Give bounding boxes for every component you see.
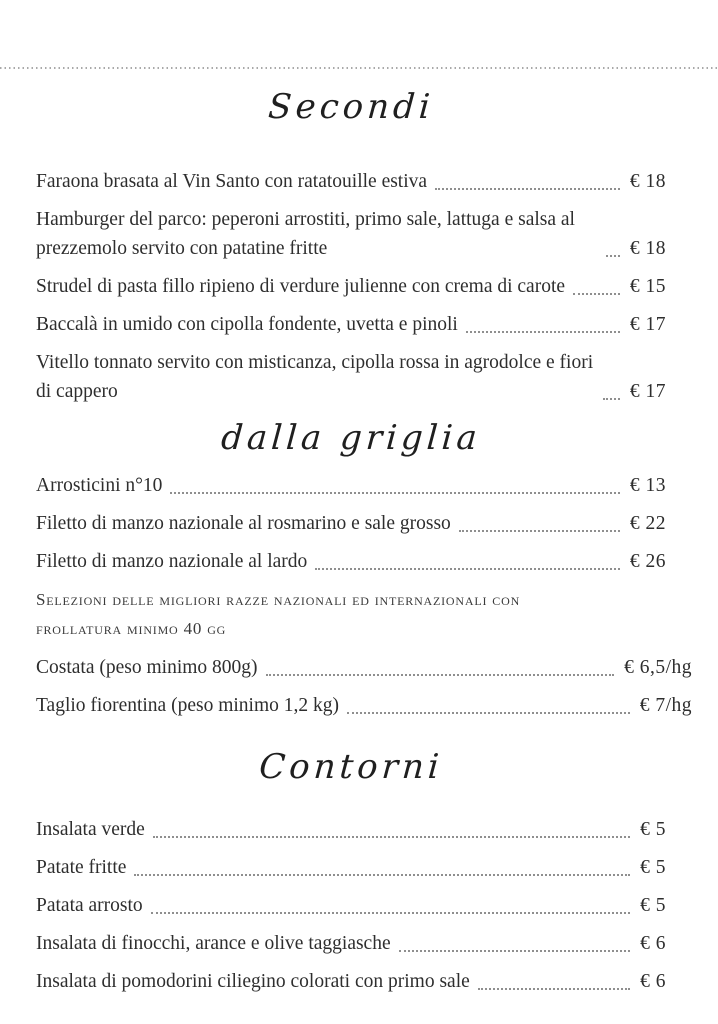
- dotted-leader: [170, 492, 619, 494]
- item-name: Strudel di pasta fillo ripieno di verdure julienne con crema di carote: [36, 275, 566, 297]
- item-price: € 17: [629, 313, 666, 335]
- menu-item: [36, 691, 692, 720]
- menu-item: [36, 205, 666, 263]
- item-name: Patata arrosto: [36, 894, 143, 916]
- item-name: Arrosticini n°10: [36, 475, 163, 497]
- menu-item: [36, 547, 666, 576]
- dotted-leader: [266, 674, 615, 676]
- dotted-leader: [603, 398, 620, 400]
- item-price: € 7/hg: [639, 695, 692, 717]
- menu-item: [36, 967, 666, 996]
- dotted-leader: [153, 836, 630, 838]
- item-price: € 26: [629, 551, 666, 573]
- menu-item: [36, 853, 666, 882]
- menu-item: [36, 891, 666, 920]
- item-price: € 6,5/hg: [624, 657, 692, 679]
- dotted-leader: [466, 331, 620, 333]
- dotted-leader: [347, 712, 630, 714]
- item-name: Vitello tonnato servito con misticanza, cipolla rossa in agrodolce e fiori di cappero: [36, 351, 594, 402]
- menu-item: [36, 310, 666, 339]
- dotted-leader: [435, 188, 620, 190]
- item-name: Hamburger del parco: peperoni arrostiti, primo sale, lattuga e salsa al prezzemolo servito con patatine fritte: [36, 208, 575, 259]
- menu-item: [36, 815, 666, 844]
- section-title-contorni: Contorni: [257, 747, 445, 788]
- dotted-leader: [459, 530, 620, 532]
- item-name: Insalata di finocchi, arance e olive taggiasche: [36, 932, 391, 954]
- item-price: € 18: [629, 170, 666, 192]
- item-price: € 13: [629, 475, 666, 497]
- item-price: € 5: [640, 894, 666, 916]
- item-name: Costata (peso minimo 800g): [36, 657, 258, 679]
- item-name: Filetto di manzo nazionale al lardo: [36, 551, 308, 573]
- menu-item: [36, 653, 692, 682]
- dotted-leader: [573, 293, 620, 295]
- item-name: Filetto di manzo nazionale al rosmarino e sale grosso: [36, 513, 451, 535]
- menu-item: [36, 929, 666, 958]
- item-price: € 22: [629, 513, 666, 535]
- section-title-dalla-griglia: dalla griglia: [219, 417, 483, 458]
- dotted-leader: [134, 874, 630, 876]
- item-price: € 15: [629, 275, 666, 297]
- menu-item: [36, 471, 666, 500]
- item-name: Insalata verde: [36, 818, 145, 840]
- item-name: Insalata di pomodorini ciliegino colorati con primo sale: [36, 970, 470, 992]
- item-price: € 18: [629, 237, 666, 259]
- menu-item: [36, 167, 666, 196]
- item-price: € 17: [629, 380, 666, 402]
- menu-item: [36, 272, 666, 301]
- dotted-leader: [606, 255, 619, 257]
- item-name: Taglio fiorentina (peso minimo 1,2 kg): [36, 695, 339, 717]
- section-title-secondi: Secondi: [266, 87, 436, 127]
- item-name: Patate fritte: [36, 856, 127, 878]
- dotted-leader: [399, 950, 631, 952]
- item-name: Faraona brasata al Vin Santo con ratatouille estiva: [36, 170, 428, 192]
- item-price: € 6: [640, 970, 666, 992]
- menu-item: [36, 348, 666, 406]
- item-price: € 6: [640, 932, 666, 954]
- item-price: € 5: [640, 856, 666, 878]
- item-price: € 5: [640, 818, 666, 840]
- dotted-leader: [478, 988, 630, 990]
- dotted-leader: [151, 912, 630, 914]
- item-name: Baccalà in umido con cipolla fondente, uvetta e pinoli: [36, 313, 458, 335]
- dotted-leader: [315, 568, 620, 570]
- dotted-divider: [0, 67, 718, 69]
- menu-item: [36, 509, 666, 538]
- butcher-note: Selezioni delle migliori razze nazionali ed internazionali con frollatura minimo 40 gg: [36, 590, 521, 639]
